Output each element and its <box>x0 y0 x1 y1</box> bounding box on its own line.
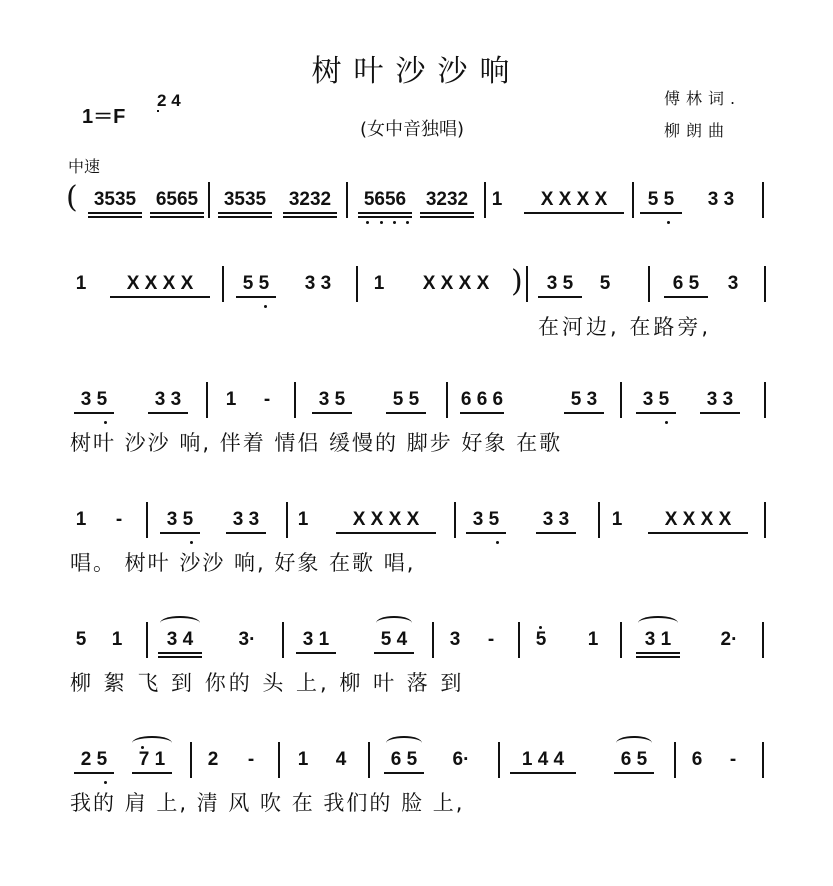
note: 3 3 <box>707 189 735 210</box>
note: 3535 <box>223 189 267 210</box>
note: 1 <box>225 389 237 410</box>
note: - <box>115 509 123 530</box>
note: 1 <box>75 509 87 530</box>
note: 4 <box>335 749 347 770</box>
composer: 柳朗曲 <box>664 121 731 140</box>
note: 5 <box>599 273 611 294</box>
subtitle: (女中音独唱) <box>360 119 465 140</box>
note: 5656 <box>363 189 407 210</box>
note: 5 4 <box>380 629 408 650</box>
note: 1 <box>373 273 385 294</box>
time-top: 2 <box>157 91 167 110</box>
note: 6 6 6 <box>460 389 504 410</box>
note: 3 5 <box>80 389 108 410</box>
note: 3 <box>449 629 461 650</box>
staff-line-2: 1 X X X X 5 5 3 3 1 X X X X ) 3 5 5 6 5 3 在河边, 在路旁, <box>0 274 833 334</box>
note: 1 <box>587 629 599 650</box>
note: 3 3 <box>154 389 182 410</box>
note: - <box>487 629 495 650</box>
note: 3 5 <box>472 509 500 530</box>
note: 3 1 <box>644 629 672 650</box>
staff-line-4 <box>0 509 833 575</box>
lyrics-line-2: 在河边, 在路旁, <box>538 315 712 339</box>
note: - <box>263 389 271 410</box>
note: 3 3 <box>706 389 734 410</box>
lyrics-line-3: 树叶 沙沙 响, 伴着 情侣 缓慢的 脚步 好象 在歌 <box>70 431 563 455</box>
note: 5 <box>75 629 87 650</box>
note: 1 <box>491 189 503 210</box>
staff-line-5 <box>0 629 833 695</box>
note: 3 <box>727 273 739 294</box>
note: 3 3 <box>232 509 260 530</box>
note: 5 <box>535 629 547 650</box>
tempo-marking: 中速 <box>68 157 101 176</box>
note: 2 <box>207 749 219 770</box>
note: 6· <box>452 749 470 770</box>
note: 3 5 <box>318 389 346 410</box>
note: 3 1 <box>302 629 330 650</box>
note: 3 5 <box>642 389 670 410</box>
note: 1 <box>611 509 623 530</box>
note: 3232 <box>288 189 332 210</box>
note: X X X X <box>126 273 194 294</box>
staff-line-1: ( 3535 6565 3535 3232 5656 3232 1 X X X X 5 5 3 3 <box>0 190 833 250</box>
note: 6 <box>691 749 703 770</box>
note: 1 <box>75 273 87 294</box>
note: 2 5 <box>80 749 108 770</box>
note: 5 5 <box>242 273 270 294</box>
staff-line-3 <box>0 389 833 455</box>
note: 1 <box>297 509 309 530</box>
lyrics-line-6: 我的 肩 上, 清 风 吹 在 我们的 脸 上, <box>70 791 465 815</box>
lyrics-line-4: 唱。 树叶 沙沙 响, 好象 在歌 唱, <box>70 551 416 575</box>
note: 3 5 <box>166 509 194 530</box>
note: 3535 <box>93 189 137 210</box>
note: 3 3 <box>304 273 332 294</box>
note: 2· <box>720 629 738 650</box>
note: 1 <box>111 629 123 650</box>
note: 3 3 <box>542 509 570 530</box>
staff-line-6 <box>0 749 833 815</box>
note: 5 5 <box>647 189 675 210</box>
lyricist: 傅林词. <box>664 89 742 108</box>
note: 3 4 <box>166 629 194 650</box>
note: X X X X <box>540 189 608 210</box>
time-bottom: 4 <box>171 91 181 110</box>
song-title: 树叶沙沙响 <box>311 54 522 89</box>
time-signature <box>157 91 181 110</box>
note: X X X X <box>664 509 732 530</box>
note: 6 5 <box>390 749 418 770</box>
note: - <box>729 749 737 770</box>
note: 7 1 <box>138 749 166 770</box>
note: 3· <box>238 629 256 650</box>
note: 1 <box>297 749 309 770</box>
note: 6565 <box>155 189 199 210</box>
key-signature: 1＝F <box>82 106 126 128</box>
note: 5 5 <box>392 389 420 410</box>
note: 6 5 <box>672 273 700 294</box>
note: X X X X <box>352 509 420 530</box>
note: 6 5 <box>620 749 648 770</box>
note: X X X X <box>422 273 490 294</box>
note: 1 4 4 <box>521 749 565 770</box>
note: 3 5 <box>546 273 574 294</box>
lyrics-line-5: 柳 絮 飞 到 你的 头 上, 柳 叶 落 到 <box>70 671 465 695</box>
note: 5 3 <box>570 389 598 410</box>
note: - <box>247 749 255 770</box>
note: 3232 <box>425 189 469 210</box>
